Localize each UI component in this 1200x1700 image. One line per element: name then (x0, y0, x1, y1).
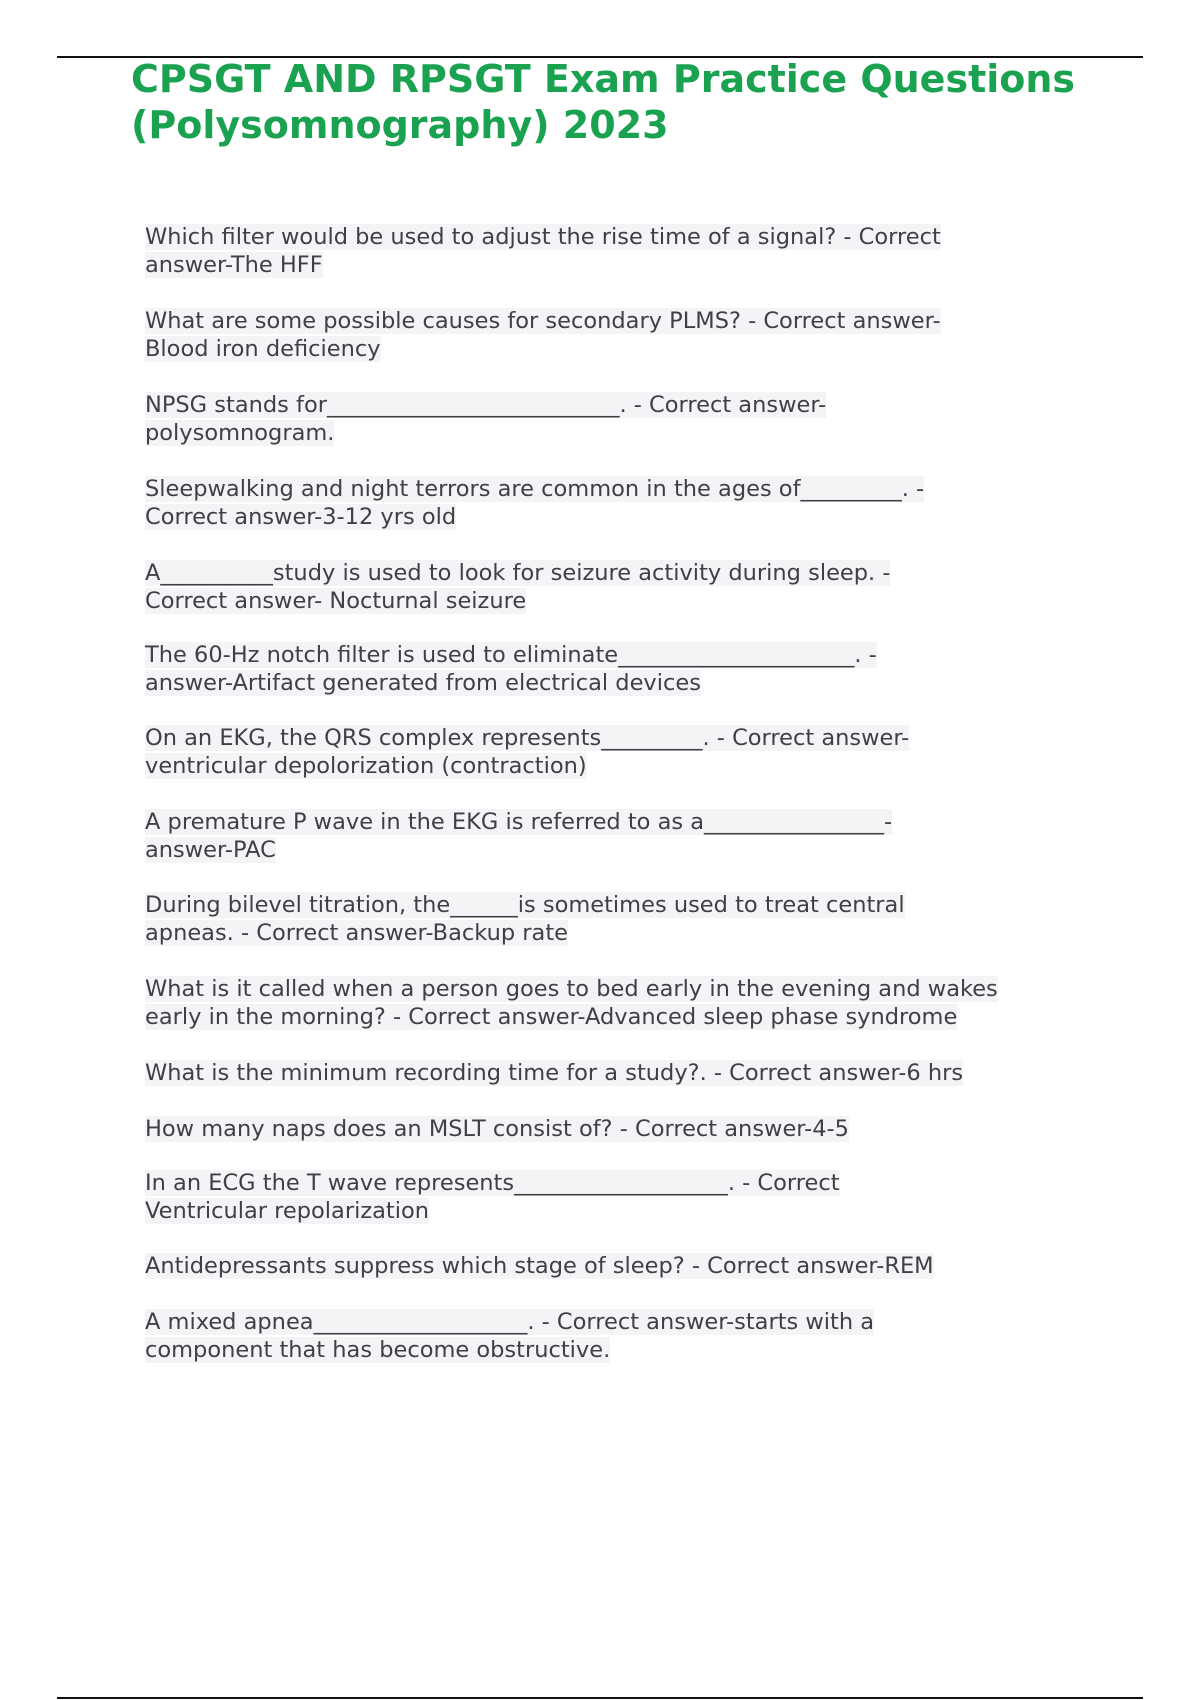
question-text: Sleepwalking and night terrors are common in the ages of_________. - Correct answer-3-12 yrs old (145, 476, 925, 530)
question-item (145, 641, 1075, 697)
question-item (145, 223, 1075, 279)
question-text: A premature P wave in the EKG is referred to as a________________- answer-PAC (145, 809, 893, 863)
question-text: The 60-Hz notch filter is used to eliminate_____________________. - answer-Artifact generated from electrical devices (145, 642, 877, 696)
question-item (145, 1059, 1075, 1087)
question-text: During bilevel titration, the______is sometimes used to treat central apneas. - Correct answer-Backup rate (145, 892, 905, 946)
question-item (145, 307, 1075, 363)
question-text: What is the minimum recording time for a study?. - Correct answer-6 hrs (145, 1060, 964, 1086)
question-item (145, 724, 1075, 780)
question-text: How many naps does an MSLT consist of? - Correct answer-4-5 (145, 1116, 849, 1142)
question-text: Antidepressants suppress which stage of sleep? - Correct answer-REM (145, 1253, 934, 1279)
question-text: A mixed apnea___________________. - Correct answer-starts with a component that has become obstructive. (145, 1309, 875, 1363)
question-item (145, 559, 1075, 615)
question-text: In an ECG the T wave represents___________________. - Correct Ventricular repolarization (145, 1170, 840, 1224)
question-item (145, 1169, 1075, 1225)
question-item (145, 808, 1075, 864)
question-item (145, 1308, 1075, 1364)
question-text: A__________study is used to look for seizure activity during sleep. - Correct answer- Nocturnal seizure (145, 560, 891, 614)
question-text: On an EKG, the QRS complex represents_________. - Correct answer- ventricular depolorization (contraction) (145, 725, 910, 779)
question-text: What are some possible causes for secondary PLMS? - Correct answer- Blood iron deficiency (145, 308, 941, 362)
question-item (145, 975, 1075, 1031)
question-text: What is it called when a person goes to bed early in the evening and wakes early in the morning? - Correct answer-Advanced sleep phase syndrome (145, 976, 998, 1030)
question-item (145, 891, 1075, 947)
question-item (145, 475, 1075, 531)
bottom-rule (57, 1697, 1143, 1699)
question-text: NPSG stands for__________________________. - Correct answer- polysomnogram. (145, 392, 827, 446)
question-item (145, 1115, 1075, 1143)
question-list (145, 223, 1075, 1364)
question-item (145, 391, 1075, 447)
document-title: CPSGT AND RPSGT Exam Practice Questions (Polysomnography) 2023 (131, 57, 1076, 147)
question-text: Which filter would be used to adjust the rise time of a signal? - Correct answer-The HFF (145, 224, 941, 278)
question-item (145, 1252, 1075, 1280)
